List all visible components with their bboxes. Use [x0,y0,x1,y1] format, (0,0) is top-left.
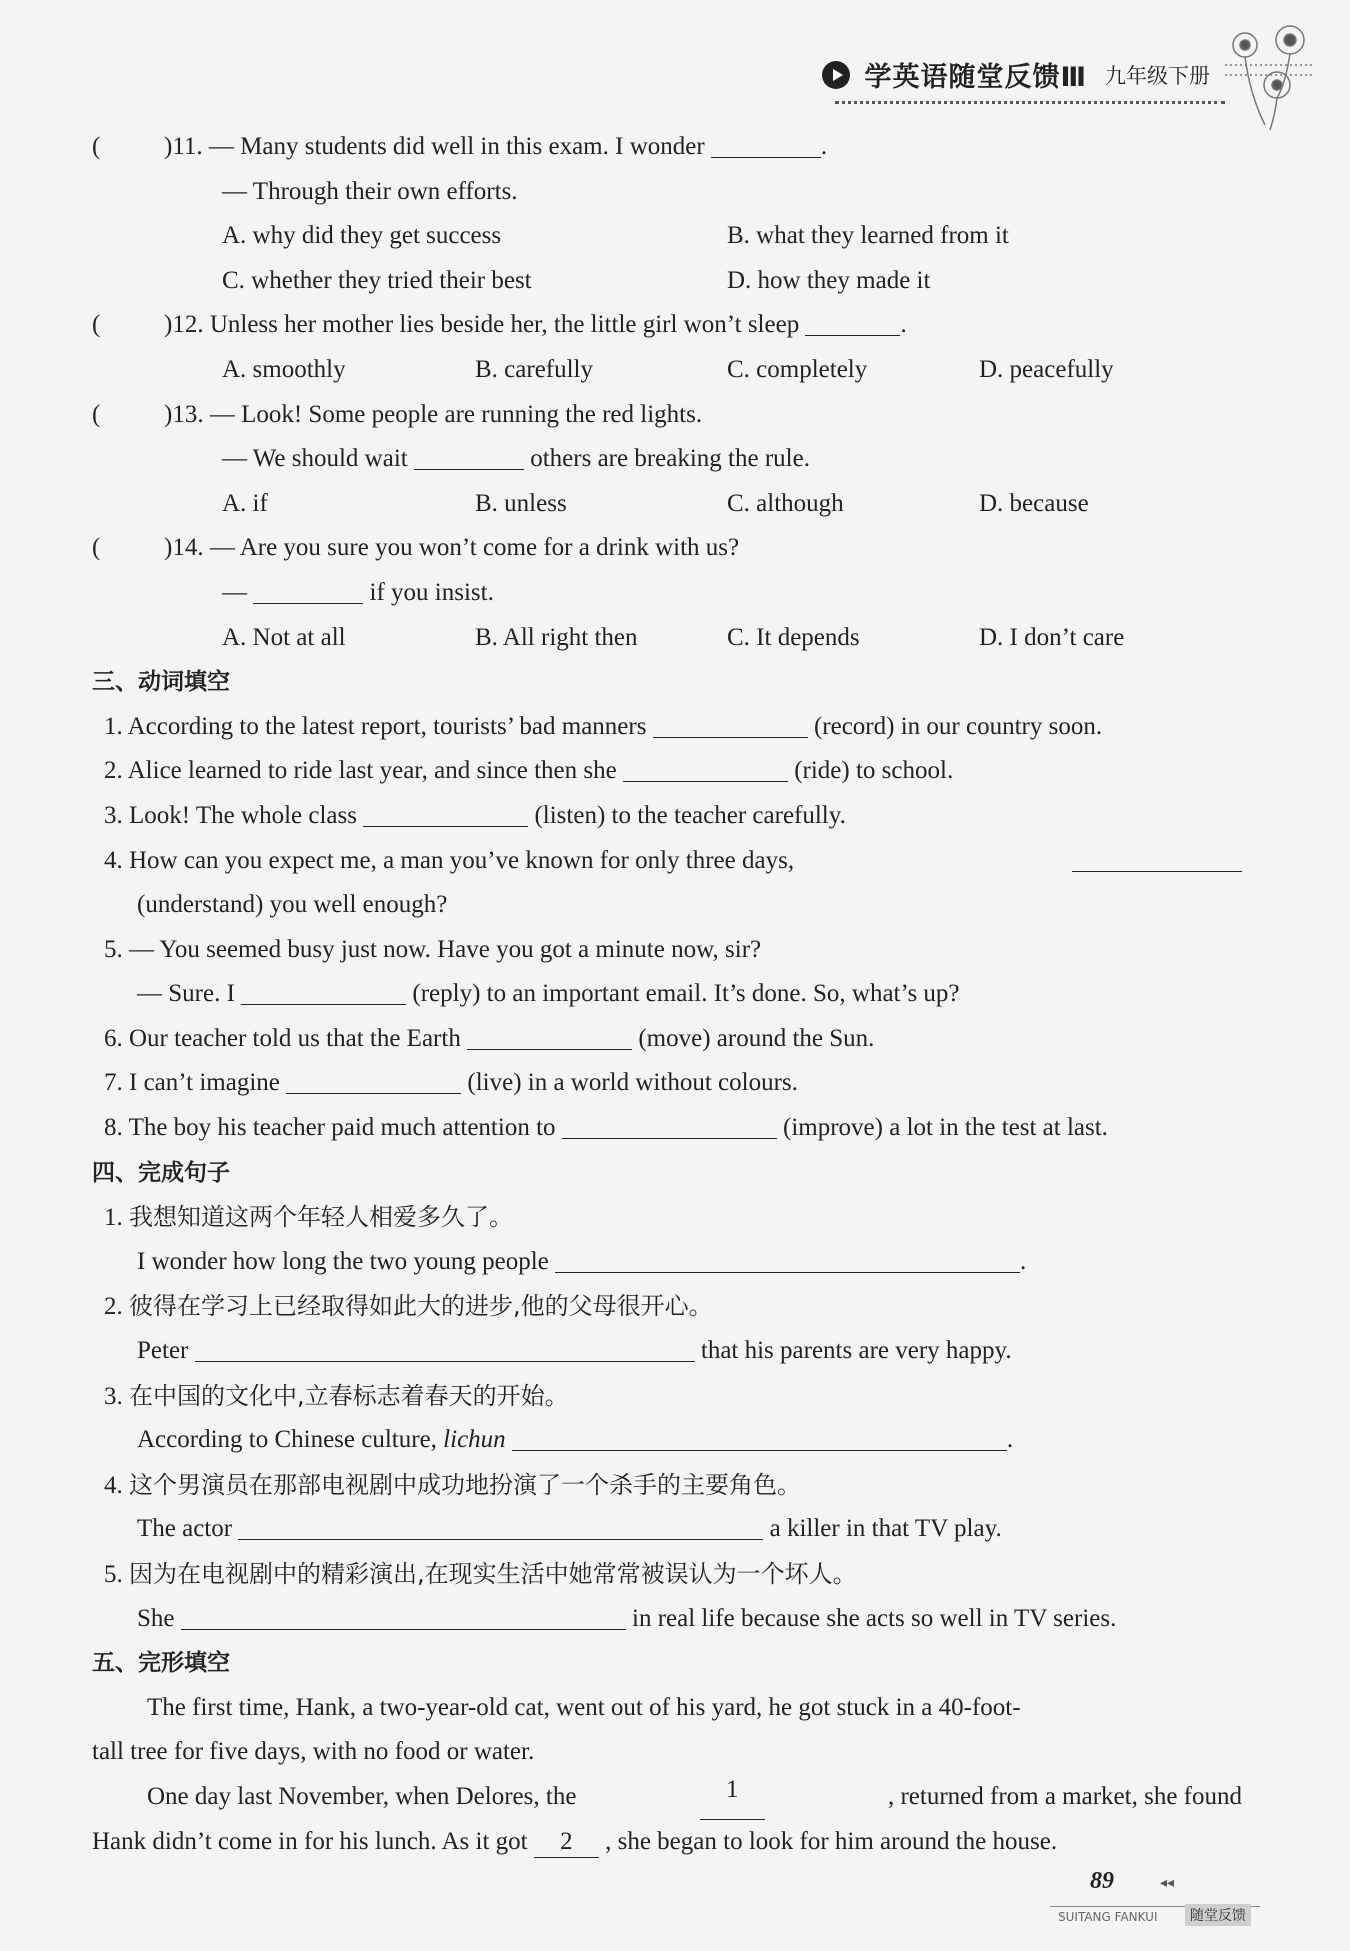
answer-blank[interactable] [414,441,524,470]
chinese-prompt: 这个男演员在那部电视剧中成功地扮演了一个杀手的主要角色。 [129,1470,801,1499]
option-b[interactable]: B. unless [475,489,567,517]
question-12: ( )12. Unless her mother lies beside her, the little girl won’t sleep . [92,303,1242,348]
passage-line: One day last November, when Delores, the 1 , returned from a market, she found [92,1775,1242,1820]
page-header [822,55,1210,94]
option-a[interactable]: A. Not at all [222,623,346,651]
passage-line: The first time, Hank, a two-year-old cat, went out of his yard, he got stuck in a 40-foot- [147,1693,1021,1721]
question-stem: — Are you sure you won’t come for a drink with us? [209,534,740,562]
question-stem: — Look! Some people are running the red lights. [209,400,703,428]
list-item-continued: — Sure. I (reply) to an important email. It’s done. So, what’s up? [92,972,1242,1017]
list-item: 6. Our teacher told us that the Earth (move) around the Sun. [92,1017,1242,1062]
answer-blank[interactable] [363,798,528,827]
option-a[interactable]: A. if [222,489,268,517]
answer-blank[interactable] [195,1333,695,1362]
question-reply: — if you insist. [92,571,1242,616]
list-item: 4. 这个男演员在那部电视剧中成功地扮演了一个杀手的主要角色。 [104,1470,801,1499]
page-number: 89 [1090,1868,1114,1894]
section-title: 五、完形填空 [92,1650,230,1677]
list-item: 4. How can you expect me, a man you’ve known for only three days, [92,839,1242,884]
answer-blank[interactable] [253,575,363,604]
options-row [92,214,1242,259]
option-b[interactable]: B. All right then [475,623,638,651]
answer-blank[interactable] [241,976,406,1005]
question-stem: Unless her mother lies beside her, the little girl won’t sleep [209,311,800,339]
passage-line: tall tree for five days, with no food or water. [92,1738,535,1766]
list-item: 7. I can’t imagine (live) in a world without colours. [92,1061,1242,1106]
option-b[interactable]: B. what they learned from it [727,222,1009,250]
answer-blank[interactable] [555,1244,1020,1273]
question-11: ( )11. — Many students did well in this exam. I wonder . [92,125,1242,170]
list-item: 5. — You seemed busy just now. Have you got a minute now, sir? [104,935,762,963]
option-c[interactable]: C. although [727,489,844,517]
footer-brand-cn: 随堂反馈 [1185,1904,1251,1926]
option-d[interactable]: D. I don’t care [979,623,1125,651]
chinese-prompt: 我想知道这两个年轻人相爱多久了。 [129,1203,513,1232]
translation-line: The actor a killer in that TV play. [92,1507,1242,1552]
option-c[interactable]: C. completely [727,355,868,383]
options-row [92,616,1242,661]
book-title: 学英语随堂反馈Ⅲ [864,62,1087,93]
option-c[interactable]: C. It depends [727,623,860,651]
question-reply: — We should wait others are breaking the rule. [92,437,1242,482]
book-subtitle: 九年级下册 [1105,63,1210,88]
page-content [92,125,1242,1864]
option-d[interactable]: D. how they made it [727,266,931,294]
translation-line: Peter that his parents are very happy. [92,1329,1242,1374]
answer-blank[interactable] [562,1110,777,1139]
arrow-icon: ◂◂ [1160,1876,1175,1891]
section-title: 四、完成句子 [92,1159,230,1186]
answer-blank[interactable] [1072,843,1242,872]
option-b[interactable]: B. carefully [475,355,594,383]
answer-blank[interactable] [238,1511,763,1540]
answer-blank[interactable] [805,307,900,336]
chinese-prompt: 在中国的文化中,立春标志着春天的开始。 [129,1381,569,1410]
option-c[interactable]: C. whether they tried their best [222,266,532,294]
list-item: 2. Alice learned to ride last year, and since then she (ride) to school. [92,749,1242,794]
question-reply: — Through their own efforts. [222,177,518,205]
translation-line: According to Chinese culture, lichun . [92,1418,1242,1463]
list-item-continued: (understand) you well enough? [137,891,448,919]
list-item: 1. 我想知道这两个年轻人相爱多久了。 [104,1203,513,1232]
play-icon [822,61,850,89]
translation-line: I wonder how long the two young people . [92,1240,1242,1285]
question-stem: — Many students did well in this exam. I wonder [208,133,705,160]
passage-line: Hank didn’t come in for his lunch. As it got 2 , she began to look for him around the house. [92,1820,1242,1865]
chinese-prompt: 因为在电视剧中的精彩演出,在现实生活中她常常被误认为一个坏人。 [129,1560,857,1588]
decorative-flower-icon [1215,15,1325,135]
answer-blank[interactable] [512,1422,1007,1451]
answer-blank[interactable] [181,1601,626,1630]
header-divider [835,101,1225,104]
list-item: 3. 在中国的文化中,立春标志着春天的开始。 [104,1381,569,1410]
option-d[interactable]: D. peacefully [979,355,1114,383]
option-d[interactable]: D. because [979,489,1089,517]
cloze-blank-1[interactable]: 1 [700,1775,765,1820]
answer-blank[interactable] [711,129,821,158]
option-a[interactable]: A. why did they get success [222,222,502,250]
list-item: 2. 彼得在学习上已经取得如此大的进步,他的父母很开心。 [104,1292,713,1321]
options-row [92,259,1242,304]
options-row [92,348,1242,393]
translation-line: She in real life because she acts so well in TV series. [92,1597,1242,1642]
list-item: 3. Look! The whole class (listen) to the teacher carefully. [92,794,1242,839]
chinese-prompt: 彼得在学习上已经取得如此大的进步,他的父母很开心。 [129,1292,713,1321]
list-item: 5. 因为在电视剧中的精彩演出,在现实生活中她常常被误认为一个坏人。 [104,1560,857,1588]
question-14: ( )14. — Are you sure you won’t come for a drink with us? [92,534,740,562]
answer-blank[interactable] [286,1065,461,1094]
answer-blank[interactable] [653,709,808,738]
section-title: 三、动词填空 [92,669,230,696]
option-a[interactable]: A. smoothly [222,355,346,383]
answer-blank[interactable] [623,753,788,782]
cloze-blank-2[interactable]: 2 [534,1827,599,1858]
list-item: 1. According to the latest report, tourists’ bad manners (record) in our country soon. [92,705,1242,750]
options-row [92,482,1242,527]
footer-brand-en: SUITANG FANKUI [1058,1910,1158,1924]
answer-blank[interactable] [467,1021,632,1050]
list-item: 8. The boy his teacher paid much attention to (improve) a lot in the test at last. [92,1106,1242,1151]
question-13: ( )13. — Look! Some people are running the red lights. [92,400,703,428]
